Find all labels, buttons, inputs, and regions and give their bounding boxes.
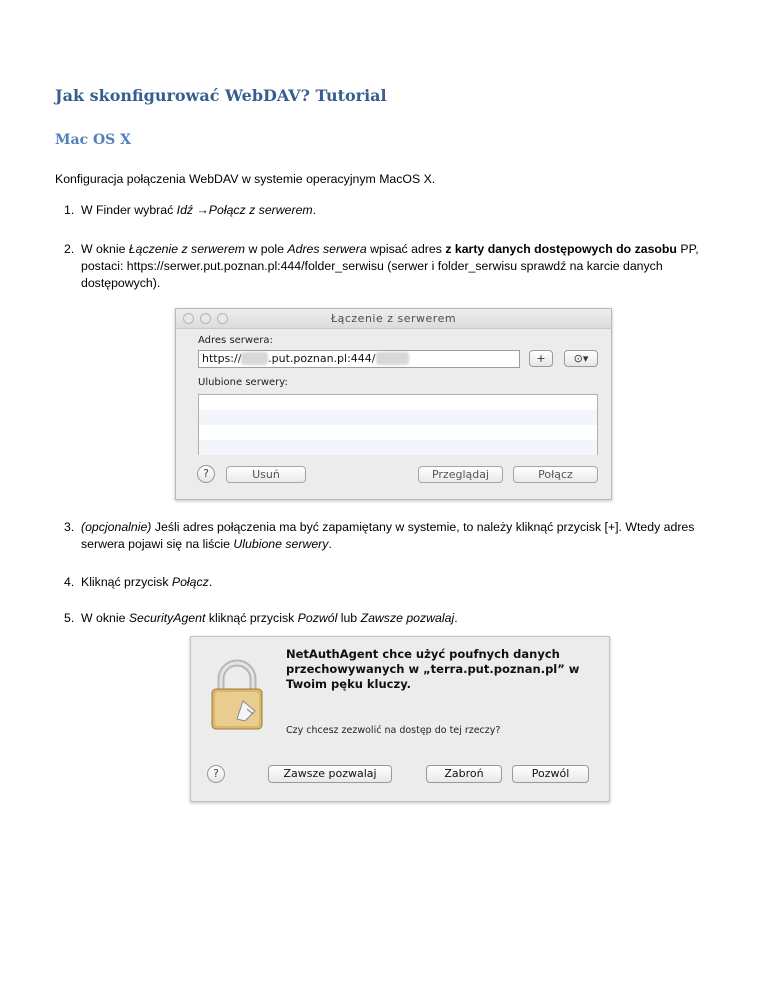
- step-number: 4.: [64, 575, 75, 589]
- browse-button[interactable]: Przeglądaj: [418, 466, 503, 483]
- step-number: 5.: [64, 611, 75, 625]
- padlock-icon: [209, 657, 265, 733]
- add-favorite-button[interactable]: +: [529, 350, 553, 367]
- favorite-servers-list[interactable]: [198, 394, 598, 455]
- list-item: [199, 410, 597, 425]
- section-heading: Mac OS X: [55, 132, 132, 148]
- help-button[interactable]: ?: [207, 765, 225, 783]
- intro-text: Konfiguracja połączenia WebDAV w systemie operacyjnym MacOS X.: [55, 172, 436, 186]
- connect-to-server-dialog: [175, 308, 612, 500]
- allow-button[interactable]: Pozwól: [512, 765, 589, 783]
- page-title: Jak skonfigurować WebDAV? Tutorial: [55, 86, 387, 105]
- server-address-label: Adres serwera:: [198, 335, 273, 346]
- step-text: (opcjonalnie) Jeśli adres połączenia ma być zapamiętany w systemie, to należy kliknąć przycisk [+]. Wtedy adres serwera pojawi się na liście Ulubione serwery.: [81, 520, 695, 551]
- step-number: 3.: [64, 520, 75, 534]
- list-item: [199, 395, 597, 410]
- dialog-question: Czy chcesz zezwolić na dostęp do tej rzeczy?: [286, 725, 501, 736]
- security-agent-dialog: [190, 636, 610, 802]
- step-number: 2.: [64, 242, 75, 256]
- step-text: Kliknąć przycisk Połącz.: [81, 575, 213, 589]
- step-text: W oknie SecurityAgent kliknąć przycisk Pozwól lub Zawsze pozwalaj.: [81, 611, 458, 625]
- help-button[interactable]: ?: [197, 465, 215, 483]
- step-text: W oknie Łączenie z serwerem w pole Adres serwera wpisać adres z karty danych dostępowych do zasobu PP, postaci: https://serwer.put.poznan.pl:444/folder_serwisu (serwer i folder_serwisu sprawdź na karcie danych dostępowych).: [81, 242, 699, 290]
- deny-button[interactable]: Zabroń: [426, 765, 502, 783]
- always-allow-button[interactable]: Zawsze pozwalaj: [268, 765, 392, 783]
- connect-button[interactable]: Połącz: [513, 466, 598, 483]
- dialog-title: Łączenie z serwerem: [330, 312, 457, 325]
- remove-button[interactable]: Usuń: [226, 466, 306, 483]
- dialog-titlebar: [176, 309, 611, 329]
- step-number: 1.: [64, 203, 75, 217]
- server-address-input[interactable]: https:// .put.poznan.pl:444/: [198, 350, 520, 368]
- favorite-servers-label: Ulubione serwery:: [198, 377, 288, 388]
- dialog-message: NetAuthAgent chce użyć poufnych danych przechowywanych w „terra.put.poznan.pl” w Twoim pęku kluczy.: [286, 647, 580, 691]
- step-text: W Finder wybrać Idź →Połącz z serwerem.: [81, 203, 317, 217]
- arrow-icon: →: [196, 203, 209, 217]
- list-item: [199, 440, 597, 455]
- recent-servers-button[interactable]: ⊙▾: [564, 350, 598, 367]
- list-item: [199, 425, 597, 440]
